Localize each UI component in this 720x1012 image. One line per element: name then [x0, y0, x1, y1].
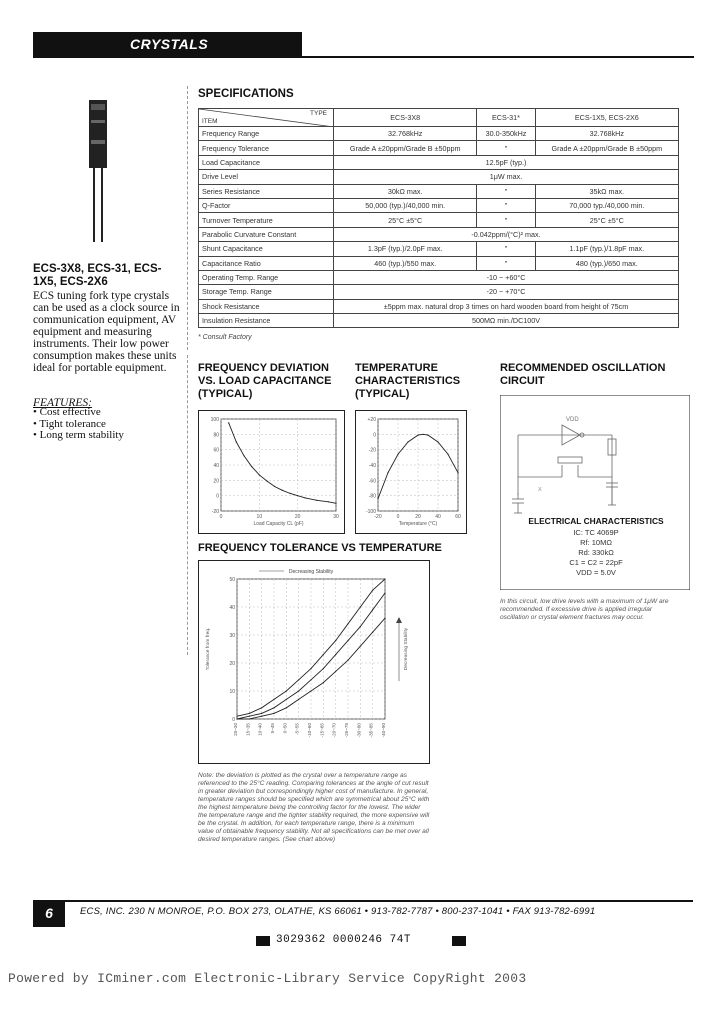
- cell: 35kΩ max.: [535, 184, 678, 198]
- x-tick-label: -20: [374, 514, 382, 520]
- data-point: [310, 679, 311, 680]
- data-point: [384, 618, 385, 619]
- part-number-title: ECS-3X8, ECS-31, ECS-1X5, ECS-2X6: [33, 263, 162, 288]
- table-row: [199, 227, 679, 241]
- data-point: [273, 699, 274, 700]
- row-label: Series Resistance: [199, 184, 334, 198]
- data-point: [422, 434, 423, 435]
- row-label: Capacitance Ratio: [199, 256, 334, 270]
- data-point: [335, 640, 336, 641]
- x-tick-label: -40~90: [381, 723, 386, 738]
- data-point: [335, 654, 336, 655]
- divider: [187, 86, 188, 350]
- cell: 12.5pF (typ.): [334, 155, 679, 169]
- table-row: [199, 314, 679, 328]
- data-point: [297, 495, 298, 496]
- freq-dev-title: FREQUENCY DEVIATION VS. LOAD CAPACITANCE (TYPICAL): [198, 362, 332, 400]
- table-row: [199, 141, 679, 155]
- y-tick-label: -40: [368, 463, 376, 469]
- barcode-mark: [452, 936, 466, 946]
- vdd-label: VDD: [566, 417, 579, 423]
- x-axis-label: Temperature (°C): [398, 521, 438, 527]
- x-tick-label: 20: [415, 514, 421, 520]
- data-point: [249, 713, 250, 714]
- data-point: [447, 454, 448, 455]
- electrical-params: [520, 528, 672, 578]
- table-row: [199, 155, 679, 169]
- data-point: [286, 699, 287, 700]
- data-point: [335, 503, 336, 504]
- data-point: [259, 474, 260, 475]
- x-tick-label: -35~85: [368, 723, 374, 738]
- x-tick-label: 10: [256, 514, 263, 520]
- cell: -10 ~ +60°C: [334, 270, 679, 284]
- row-label: Turnover Temperature: [199, 213, 334, 227]
- param: C1 = C2 = 22pF: [569, 558, 623, 567]
- data-point: [328, 501, 329, 502]
- y-tick-label: 60: [213, 447, 219, 454]
- data-point: [384, 592, 385, 593]
- header-rule: [302, 56, 694, 58]
- y-tick-label: -80: [368, 493, 376, 500]
- data-point: [305, 497, 306, 498]
- data-point: [323, 682, 324, 683]
- x-axis-label: Load Capacity CL (pF): [253, 521, 304, 527]
- temp-char-title: TEMPERATURE CHARACTERISTICS (TYPICAL): [355, 362, 461, 400]
- data-point: [274, 486, 275, 487]
- x-tick-label: 5~45: [270, 723, 275, 734]
- data-point: [372, 632, 373, 633]
- crystal-illustration: [86, 100, 110, 242]
- cell: 500MΩ min./DC100V: [334, 314, 679, 328]
- row-label: Parabolic Curvature Constant: [199, 227, 334, 241]
- data-point: [323, 654, 324, 655]
- data-point: [236, 716, 237, 717]
- footer-rule: [33, 900, 693, 902]
- data-point: [360, 606, 361, 607]
- item-label: ITEM: [202, 118, 218, 125]
- legend-label: Decreasing Stability: [288, 569, 334, 575]
- data-point: [261, 713, 262, 714]
- y-tick-label: 0: [373, 432, 376, 439]
- data-point: [236, 718, 237, 719]
- data-point: [387, 472, 388, 473]
- cell: 32.768kHz: [535, 127, 678, 141]
- page-number: 6: [45, 905, 53, 921]
- cell: 1μW max.: [334, 170, 679, 184]
- data-point: [377, 498, 378, 499]
- cell: 32.768kHz: [334, 127, 477, 141]
- data-point: [360, 626, 361, 627]
- y-tick-label: -20: [211, 509, 219, 515]
- y-tick-label: 80: [213, 432, 219, 439]
- cell: -20 ~ +70°C: [334, 285, 679, 299]
- frequency-tolerance-chart: [198, 560, 430, 764]
- page-title: CRYSTALS: [130, 36, 209, 52]
- freq-deviation-chart: [198, 410, 345, 534]
- y-tick-label: 20: [213, 478, 219, 485]
- data-point: [273, 707, 274, 708]
- param: IC: TC 4069P: [573, 528, 619, 537]
- x-tick-label: -25~75: [344, 723, 349, 738]
- y-tick-label: +20: [367, 417, 376, 423]
- data-point: [249, 718, 250, 719]
- row-label: Frequency Range: [199, 127, 334, 141]
- cell: ": [477, 213, 535, 227]
- data-point: [407, 441, 408, 442]
- cell: ": [477, 184, 535, 198]
- data-point: [437, 441, 438, 442]
- data-point: [335, 671, 336, 672]
- data-point: [372, 609, 373, 610]
- data-point: [427, 435, 428, 436]
- crystal-label: X: [538, 487, 542, 493]
- row-label: Shunt Capacitance: [199, 242, 334, 256]
- data-point: [298, 679, 299, 680]
- x-tick-label: 40: [435, 514, 441, 520]
- cell: ": [477, 198, 535, 212]
- data-point: [347, 640, 348, 641]
- consult-factory-note: * Consult Factory: [198, 334, 252, 341]
- y-tick-label: 50: [229, 577, 235, 583]
- y-tick-label: -20: [368, 447, 376, 454]
- series-line: [229, 423, 336, 504]
- x-tick-label: 0: [219, 514, 223, 520]
- y-tick-label: 30: [229, 633, 235, 639]
- data-point: [310, 690, 311, 691]
- data-point: [384, 578, 385, 579]
- cell: 460 (typ.)/550 max.: [334, 256, 477, 270]
- param: VDD = 5.0V: [576, 568, 616, 577]
- x-tick-label: -5~55: [294, 723, 300, 735]
- freq-tol-title: FREQUENCY TOLERANCE VS TEMPERATURE: [198, 542, 442, 554]
- type-label: TYPE: [310, 110, 327, 117]
- rec-osc-title: RECOMMENDED OSCILLATION CIRCUIT: [500, 362, 666, 387]
- cell: Grade A ±20ppm/Grade B ±50ppm: [334, 141, 477, 155]
- table-row: [199, 285, 679, 299]
- specifications-title: SPECIFICATIONS: [198, 88, 294, 100]
- circuit-note: In this circuit, low drive levels with a maximum of 1μW are recommended. If excessive drive is applied irregular oscillation or crystal element fractures may occur.: [500, 598, 669, 621]
- y-axis-label-right: Decreasing Stability: [404, 627, 409, 671]
- table-row: [199, 170, 679, 184]
- x-tick-label: 10~40: [257, 723, 263, 736]
- x-tick-label: -30~80: [356, 723, 362, 738]
- y-tick-label: -100: [365, 509, 376, 515]
- table-row: [199, 270, 679, 284]
- cell: 70,000 typ./40,000 min.: [535, 198, 678, 212]
- data-point: [457, 472, 458, 473]
- y-tick-label: -60: [368, 478, 376, 485]
- data-point: [372, 590, 373, 591]
- feature-item: • Long term stability: [33, 430, 124, 442]
- data-point: [261, 707, 262, 708]
- data-point: [266, 481, 267, 482]
- table-row: [199, 184, 679, 198]
- cell: 50,000 (typ.)/40,000 min.: [334, 198, 477, 212]
- table-row: [199, 256, 679, 270]
- data-point: [397, 454, 398, 455]
- x-tick-label: -15~65: [319, 723, 325, 738]
- cell: -0.042ppm/(°C)² max.: [334, 227, 679, 241]
- column-header: ECS-31*: [477, 109, 535, 127]
- divider: [187, 355, 188, 655]
- cell: ±5ppm max. natural drop 3 times on hard wooden board from height of 75cm: [334, 299, 679, 313]
- row-label: Frequency Tolerance: [199, 141, 334, 155]
- features-list: [33, 407, 124, 442]
- intro-paragraph: ECS tuning fork type crystals can be used as a clock source in communication equipment, AV equipment and measuring instruments. Their low power consumption makes these units ideal for portable equipment.: [33, 290, 180, 374]
- row-label: Storage Temp. Range: [199, 285, 334, 299]
- column-header: ECS-3X8: [334, 109, 477, 127]
- y-tick-label: 0: [232, 717, 235, 723]
- data-point: [243, 455, 244, 456]
- data-point: [261, 716, 262, 717]
- cell: Grade A ±20ppm/Grade B ±50ppm: [535, 141, 678, 155]
- data-point: [251, 466, 252, 467]
- data-point: [273, 713, 274, 714]
- x-tick-label: 0~50: [282, 723, 288, 734]
- row-label: Insulation Resistance: [199, 314, 334, 328]
- table-row: [199, 198, 679, 212]
- table-row: [199, 127, 679, 141]
- data-point: [310, 668, 311, 669]
- data-point: [417, 435, 418, 436]
- x-tick-label: -20~70: [331, 723, 337, 738]
- cell: ": [477, 242, 535, 256]
- column-header: ECS-1X5, ECS-2X6: [535, 109, 678, 127]
- x-tick-label: 60: [455, 514, 461, 520]
- cell: ": [477, 256, 535, 270]
- data-point: [347, 660, 348, 661]
- x-tick-label: -10~60: [307, 723, 312, 738]
- footer-address: ECS, INC. 230 N MONROE, P.O. BOX 273, OLATHE, KS 66061 • 913-782-7787 • 800-237-1041 • FAX 913-782-6991: [80, 906, 596, 917]
- row-label: Q-Factor: [199, 198, 334, 212]
- electrical-characteristics-title: ELECTRICAL CHARACTERISTICS: [528, 516, 664, 526]
- x-tick-label: 30: [333, 514, 339, 520]
- feature-item: • Cost effective: [33, 407, 124, 419]
- x-tick-label: 20~30: [233, 723, 238, 736]
- data-point: [323, 668, 324, 669]
- y-tick-label: 100: [210, 417, 219, 423]
- feature-item: • Tight tolerance: [33, 419, 124, 431]
- table-header-corner: [199, 109, 334, 127]
- data-point: [360, 646, 361, 647]
- y-tick-label: 40: [229, 605, 235, 611]
- cell: 1.3pF (typ.)/2.0pF max.: [334, 242, 477, 256]
- y-tick-label: 20: [229, 661, 235, 667]
- row-label: Load Capacitance: [199, 155, 334, 169]
- y-tick-label: 40: [213, 463, 219, 469]
- param: Rd: 330kΩ: [578, 548, 614, 557]
- table-row: [199, 213, 679, 227]
- table-row: [199, 299, 679, 313]
- cell: 25°C ±5°C: [535, 213, 678, 227]
- barcode-text: 3029362 0000246 74T: [276, 934, 411, 946]
- data-point: [249, 716, 250, 717]
- cell: 480 (typ.)/650 max.: [535, 256, 678, 270]
- param: Rf: 10MΩ: [580, 538, 612, 547]
- data-point: [298, 690, 299, 691]
- x-tick-label: 0: [396, 514, 400, 520]
- cell: 30kΩ max.: [334, 184, 477, 198]
- cell: 1.1pF (typ.)/1.8pF max.: [535, 242, 678, 256]
- data-point: [286, 690, 287, 691]
- barcode-mark: [256, 936, 270, 946]
- data-point: [228, 422, 229, 423]
- row-label: Operating Temp. Range: [199, 270, 334, 284]
- y-tick-label: 0: [216, 493, 219, 500]
- y-axis-label: Tolerance from freq.: [206, 627, 211, 671]
- data-point: [282, 490, 283, 491]
- temperature-chart: [355, 410, 467, 534]
- x-tick-label: 15~35: [245, 723, 251, 736]
- features-title: FEATURES:: [33, 397, 92, 409]
- data-point: [286, 707, 287, 708]
- row-label: Drive Level: [199, 170, 334, 184]
- stability-arrowhead: [396, 617, 402, 623]
- tolerance-note: Note: the deviation is plotted as the crystal over a temperature range as referenced to the 25°C reading. Comparing tolerances at the angle of cut result in greater deviation but correspondingly higher cost of manufacture. In general, temperature ranges should be specified which are symmetrical about 25°C with the highest temperature being the controlling factor for the lowest. The wider the temperature range and the tighter stability required, the more expensive will be the crystal. In addition, for each temperature range, there is a minimum value of obtainable frequency stability. Not all specifications can be met over all desired temperature ranges. (See chart above): [198, 772, 430, 843]
- cell: 25°C ±5°C: [334, 213, 477, 227]
- table-row: [199, 242, 679, 256]
- data-point: [298, 699, 299, 700]
- data-point: [289, 493, 290, 494]
- data-point: [347, 623, 348, 624]
- cell: ": [477, 141, 535, 155]
- data-point: [236, 441, 237, 442]
- y-tick-label: 10: [229, 689, 235, 695]
- data-point: [316, 500, 317, 501]
- cell: 30.0-350kHz: [477, 127, 535, 141]
- row-label: Shock Resistance: [199, 299, 334, 313]
- specifications-table: [198, 108, 679, 328]
- x-tick-label: 20: [294, 514, 301, 520]
- watermark: Powered by ICminer.com Electronic-Library Service CopyRight 2003: [8, 971, 527, 986]
